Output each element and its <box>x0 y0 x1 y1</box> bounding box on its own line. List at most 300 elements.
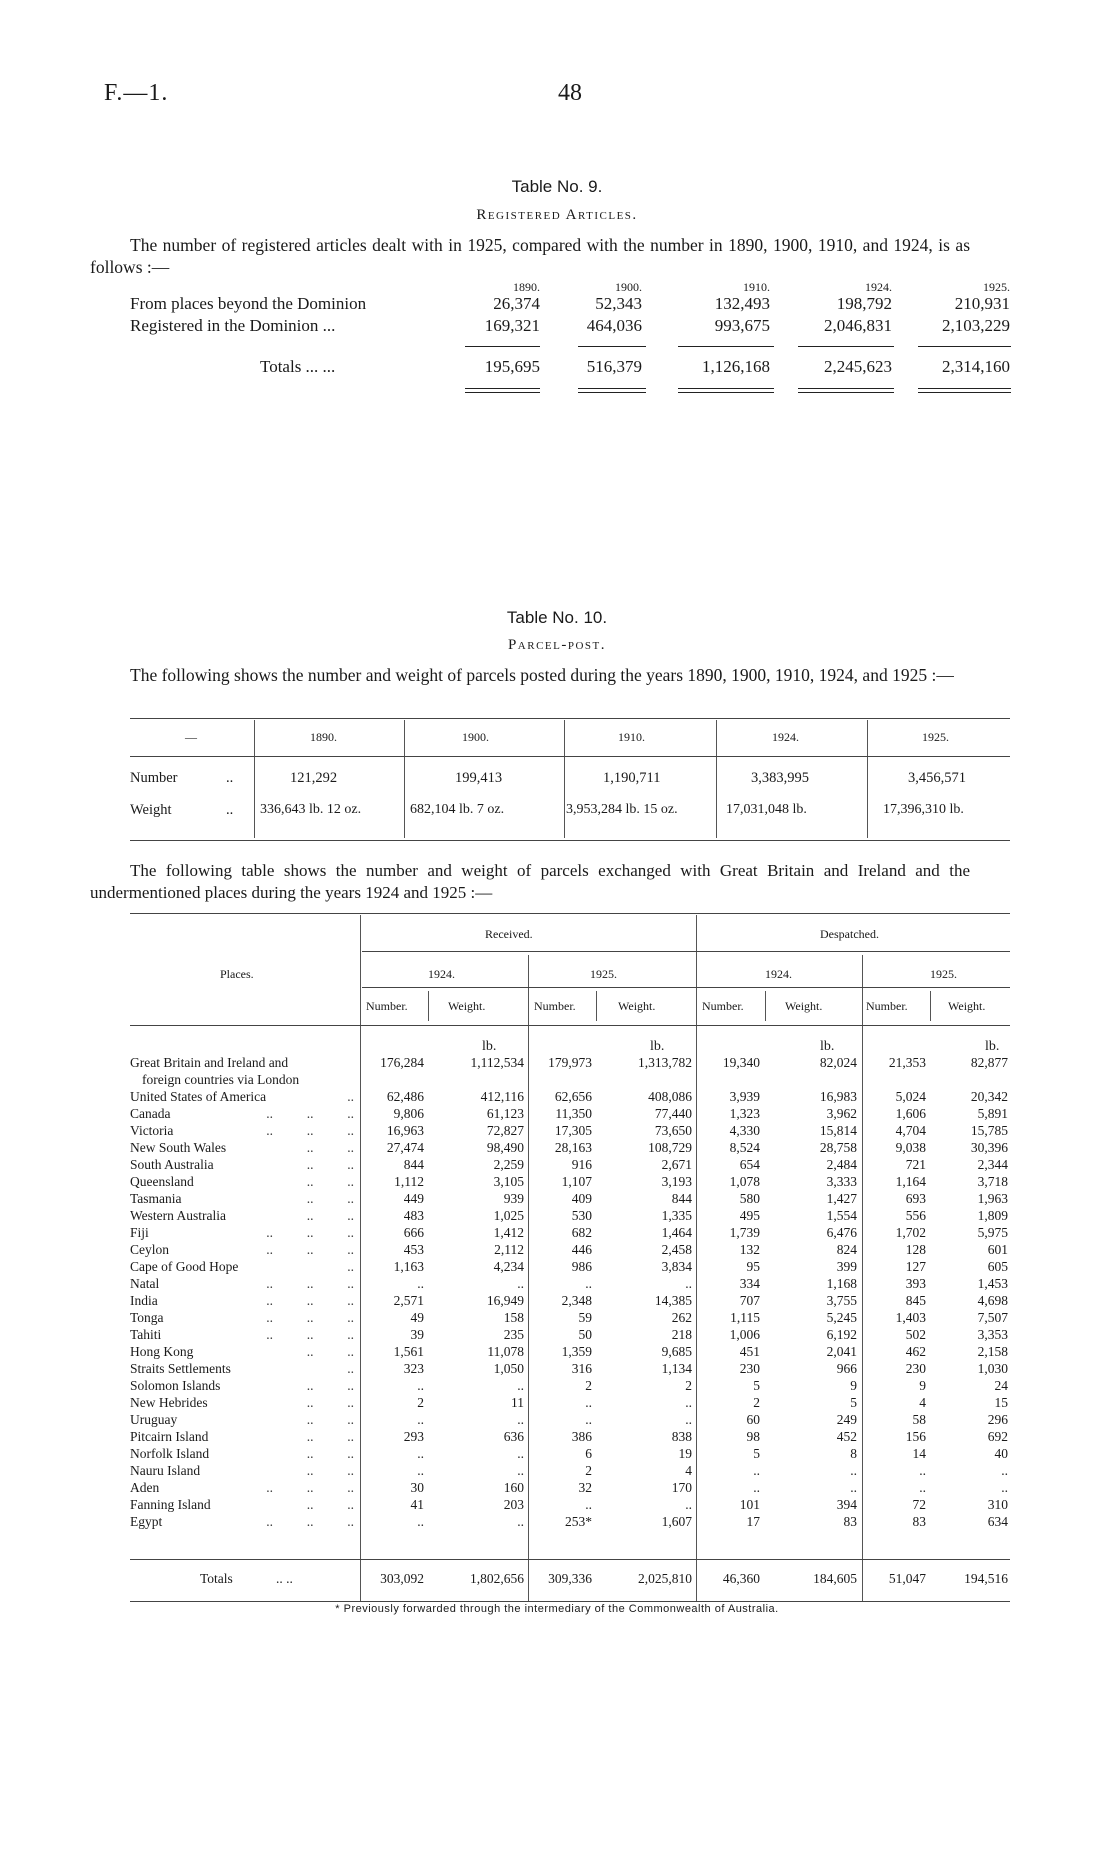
cell-value: 19,340 <box>722 1055 760 1070</box>
cell-value: 844 <box>671 1191 692 1206</box>
leader-dots: .. .. <box>306 1191 354 1206</box>
place-name: Western Australia <box>130 1208 227 1223</box>
cell-value: 939 <box>503 1191 524 1206</box>
cell-value: 39 <box>410 1327 424 1342</box>
cell-value: 160 <box>503 1480 524 1495</box>
cell-value: 451 <box>739 1344 760 1359</box>
cell-value: 556 <box>905 1208 926 1223</box>
cell-value: 32 <box>578 1480 592 1495</box>
cell-value: 128 <box>905 1242 926 1257</box>
cell-value: 15 <box>994 1395 1008 1410</box>
cell-value: 601 <box>987 1242 1008 1257</box>
cell-value: 334 <box>739 1276 760 1291</box>
cell-value: 1,359 <box>561 1344 592 1359</box>
table9-totals-row <box>130 357 1010 379</box>
cell-value: .. <box>417 1378 424 1393</box>
cell-value: 4,330 <box>729 1123 760 1138</box>
cell-value: 2,484 <box>826 1157 857 1172</box>
cell-value: 483 <box>403 1208 424 1223</box>
cell-value: 9 <box>919 1378 926 1393</box>
lb-unit: lb. <box>482 1039 497 1054</box>
leader-dots: .. <box>347 1089 354 1104</box>
leader-dots: .. .. <box>306 1412 354 1427</box>
leader-dots: .. .. .. <box>266 1293 354 1308</box>
cell-value: 60 <box>746 1412 760 1427</box>
leader-dots: .. .. .. <box>266 1480 354 1495</box>
cell-value: 41 <box>410 1497 424 1512</box>
rule <box>678 388 774 389</box>
cell-value: 966 <box>836 1361 857 1376</box>
cell-value: 3,105 <box>493 1174 524 1189</box>
weight-header: Weight. <box>618 999 656 1013</box>
place-name: Queensland <box>130 1174 194 1189</box>
lb-unit: lb. <box>985 1039 1000 1054</box>
table10-intro: The following shows the number and weight of parcels posted during the years 1890, 1900, 1910, 1924, and 1925 :— <box>130 665 954 685</box>
t9-value: 210,931 <box>954 294 1010 313</box>
column-divider <box>254 720 255 838</box>
cell-value: 3,962 <box>826 1106 857 1121</box>
table-row <box>130 1361 1010 1378</box>
cell-value: 1,335 <box>661 1208 692 1223</box>
cell-value: 323 <box>403 1361 424 1376</box>
t9-total: 2,245,623 <box>824 357 892 376</box>
t10-value: 17,396,310 lb. <box>883 802 964 817</box>
cell-value: 409 <box>571 1191 592 1206</box>
cell-value: 3,834 <box>661 1259 692 1274</box>
place-name: New Hebrides <box>130 1395 208 1410</box>
rule <box>130 840 1010 841</box>
cell-value: 1,134 <box>661 1361 692 1376</box>
cell-value: 4,234 <box>493 1259 524 1274</box>
leader-dots: .. .. .. <box>266 1123 354 1138</box>
cell-value: 6,192 <box>826 1327 857 1342</box>
cell-value: 50 <box>578 1327 592 1342</box>
cell-value: 16,983 <box>819 1089 857 1104</box>
cell-value: 502 <box>905 1327 926 1342</box>
leader-dots: .. .. <box>306 1378 354 1393</box>
cell-value: 5 <box>850 1395 857 1410</box>
t9-value: 2,103,229 <box>942 316 1010 335</box>
cell-value: 58 <box>912 1412 926 1427</box>
cell-value: 1,163 <box>393 1259 424 1274</box>
cell-value: 666 <box>403 1225 424 1240</box>
total-value: 303,092 <box>380 1571 424 1586</box>
cell-value: .. <box>685 1276 692 1291</box>
cell-value: 203 <box>503 1497 524 1512</box>
cell-value: 1,115 <box>730 1310 760 1325</box>
cell-value: 296 <box>987 1412 1008 1427</box>
cell-value: 170 <box>671 1480 692 1495</box>
t10-value: 199,413 <box>455 770 503 786</box>
total-value: 1,802,656 <box>470 1571 524 1586</box>
place-name: Canada <box>130 1106 171 1121</box>
cell-value: .. <box>919 1480 926 1495</box>
cell-value: 1,427 <box>826 1191 857 1206</box>
cell-value: .. <box>517 1378 524 1393</box>
column-divider <box>765 991 766 1021</box>
cell-value: .. <box>585 1276 592 1291</box>
cell-value: 838 <box>671 1429 692 1444</box>
cell-value: 2,112 <box>494 1242 524 1257</box>
t9-year: 1910. <box>743 280 770 294</box>
table-row <box>130 1208 1010 1225</box>
cell-value: 5,891 <box>977 1106 1008 1121</box>
cell-value: 218 <box>671 1327 692 1342</box>
cell-value: .. <box>417 1446 424 1461</box>
cell-value: 158 <box>503 1310 524 1325</box>
leader-dots: .. .. .. <box>266 1106 354 1121</box>
t10-value: 682,104 lb. 7 oz. <box>410 802 505 817</box>
cell-value: 2 <box>585 1463 592 1478</box>
cell-value: 452 <box>836 1429 857 1444</box>
t9-total: 2,314,160 <box>942 357 1010 376</box>
place-name: Fiji <box>130 1225 149 1240</box>
t9-label: From places beyond the Dominion <box>130 294 367 313</box>
cell-value: 4 <box>685 1463 692 1478</box>
place-name: Victoria <box>130 1123 174 1138</box>
t9-value: 132,493 <box>714 294 770 313</box>
place-name: United States of America <box>130 1089 267 1104</box>
cell-value: .. <box>850 1463 857 1478</box>
cell-value: 293 <box>403 1429 424 1444</box>
cell-value: 16,949 <box>486 1293 524 1308</box>
cell-value: 8 <box>850 1446 857 1461</box>
table-row <box>130 1157 1010 1174</box>
leader-dots: .. .. <box>306 1157 354 1172</box>
t9-year: 1900. <box>615 280 642 294</box>
cell-value: 1,006 <box>729 1327 760 1342</box>
cell-value: 77,440 <box>654 1106 692 1121</box>
cell-value: 62,486 <box>386 1089 424 1104</box>
cell-value: .. <box>685 1395 692 1410</box>
cell-value: 249 <box>836 1412 857 1427</box>
rule <box>798 346 894 347</box>
rule <box>578 392 646 393</box>
t10-row-label: Weight <box>130 802 172 818</box>
cell-value: 9 <box>850 1378 857 1393</box>
cell-value: 5 <box>753 1378 760 1393</box>
leader-dots: .. .. <box>306 1497 354 1512</box>
t10-value: 121,292 <box>290 770 338 786</box>
exchange-intro: The following table shows the number and weight of parcels exchanged with Great Britain and Ireland and the undermentioned places during the years 1924 and 1925 :— <box>90 861 970 902</box>
cell-value: .. <box>585 1412 592 1427</box>
cell-value: 845 <box>905 1293 926 1308</box>
table9-intro: The number of registered articles dealt with in 1925, compared with the number in 1890, 1900, 1910, and 1924, is as follows :— <box>90 235 970 277</box>
rule <box>918 388 1011 389</box>
weight-header: Weight. <box>448 999 486 1013</box>
cell-value: .. <box>517 1514 524 1529</box>
rule <box>130 1559 1010 1560</box>
cell-value: 2,671 <box>661 1157 692 1172</box>
place-name: Norfolk Island <box>130 1446 210 1461</box>
footnote: * Previously forwarded through the intermediary of the Commonwealth of Australia. <box>335 1603 779 1615</box>
place-name: Solomon Islands <box>130 1378 221 1393</box>
table-row <box>130 1259 1010 1276</box>
leader-dots: .. .. <box>306 1446 354 1461</box>
t10-value: 336,643 lb. 12 oz. <box>260 802 362 817</box>
cell-value: 15,785 <box>970 1123 1008 1138</box>
cell-value: 4,698 <box>977 1293 1008 1308</box>
cell-value: 580 <box>739 1191 760 1206</box>
t10-value: 1,190,711 <box>603 770 661 786</box>
total-value: 194,516 <box>964 1571 1008 1586</box>
cell-value: 449 <box>403 1191 424 1206</box>
rule <box>678 392 774 393</box>
cell-value: 30 <box>410 1480 424 1495</box>
cell-value: 693 <box>905 1191 926 1206</box>
cell-value: 408,086 <box>648 1089 692 1104</box>
rule <box>130 756 1010 757</box>
place-name: Pitcairn Island <box>130 1429 209 1444</box>
cell-value: 310 <box>987 1497 1008 1512</box>
t9-totals-label: Totals ... ... <box>260 357 336 376</box>
place-name: Straits Settlements <box>130 1361 231 1376</box>
cell-value: 49 <box>410 1310 424 1325</box>
cell-value: .. <box>850 1480 857 1495</box>
cell-value: 634 <box>987 1514 1008 1529</box>
t9-value: 464,036 <box>586 316 642 335</box>
cell-value: 59 <box>578 1310 592 1325</box>
cell-value: .. <box>753 1463 760 1478</box>
cell-value: 9,038 <box>895 1140 926 1155</box>
cell-value: 1,561 <box>393 1344 424 1359</box>
column-divider <box>930 991 931 1021</box>
cell-value: 446 <box>571 1242 592 1257</box>
leader-dots: .. .. <box>306 1208 354 1223</box>
cell-value: 412,116 <box>480 1089 524 1104</box>
total-value: 309,336 <box>548 1571 592 1586</box>
cell-value: 132 <box>739 1242 760 1257</box>
cell-value: 1,403 <box>895 1310 926 1325</box>
t9-value: 993,675 <box>714 316 770 335</box>
table9-subtitle: Registered Articles. <box>476 207 638 223</box>
year-header: 1925. <box>930 967 957 981</box>
rule <box>130 1601 1010 1602</box>
rule <box>798 388 894 389</box>
cell-value: 14,385 <box>654 1293 692 1308</box>
cell-value: 1,078 <box>729 1174 760 1189</box>
cell-value: 11,078 <box>487 1344 524 1359</box>
leader-dots: .. .. <box>306 1463 354 1478</box>
cell-value: 176,284 <box>380 1055 424 1070</box>
cell-value: 17 <box>746 1514 760 1529</box>
t10-corner: — <box>185 730 197 744</box>
cell-value: 83 <box>912 1514 926 1529</box>
leader-dots: .. .. <box>306 1395 354 1410</box>
cell-value: 253* <box>565 1514 592 1529</box>
t9-value: 2,046,831 <box>824 316 892 335</box>
rule <box>130 1025 1010 1026</box>
place-name: Tonga <box>130 1310 164 1325</box>
cell-value: 1,963 <box>977 1191 1008 1206</box>
table-row <box>130 1293 1010 1310</box>
t10-year: 1890. <box>310 730 337 744</box>
cell-value: 844 <box>403 1157 424 1172</box>
cell-value: 394 <box>836 1497 857 1512</box>
cell-value: 3,718 <box>977 1174 1008 1189</box>
t9-year: 1925. <box>983 280 1010 294</box>
cell-value: 108,729 <box>648 1140 692 1155</box>
totals-dots: .. .. <box>276 1571 293 1586</box>
rule <box>678 346 774 347</box>
cell-value: 916 <box>571 1157 592 1172</box>
cell-value: 462 <box>905 1344 926 1359</box>
year-header: 1924. <box>428 967 455 981</box>
column-divider <box>564 720 565 838</box>
total-value: 51,047 <box>888 1571 926 1586</box>
t10-value: 3,953,284 lb. 15 oz. <box>566 802 678 817</box>
cell-value: 692 <box>987 1429 1008 1444</box>
leader-dots: .. .. <box>306 1344 354 1359</box>
table-row <box>130 1242 1010 1259</box>
rule <box>918 392 1011 393</box>
cell-value: 3,755 <box>826 1293 857 1308</box>
page-number: 48 <box>558 80 582 106</box>
cell-value: 4,704 <box>895 1123 926 1138</box>
cell-value: 5,975 <box>977 1225 1008 1240</box>
place-name: South Australia <box>130 1157 214 1172</box>
place-name: Uruguay <box>130 1412 178 1427</box>
cell-value: 8,524 <box>729 1140 760 1155</box>
leader-dots: .. .. <box>306 1429 354 1444</box>
cell-value: 28,758 <box>819 1140 857 1155</box>
t9-value: 169,321 <box>484 316 540 335</box>
cell-value: .. <box>685 1497 692 1512</box>
table-row <box>130 1106 1010 1123</box>
cell-value: .. <box>919 1463 926 1478</box>
cell-value: 605 <box>987 1259 1008 1274</box>
column-divider <box>867 720 868 838</box>
cell-value: 654 <box>739 1157 760 1172</box>
cell-value: 386 <box>571 1429 592 1444</box>
cell-value: 1,323 <box>729 1106 760 1121</box>
places-header: Places. <box>220 967 254 981</box>
rule <box>465 392 540 393</box>
t10-value: 3,383,995 <box>751 770 809 786</box>
cell-value: 127 <box>905 1259 926 1274</box>
place-name: Hong Kong <box>130 1344 194 1359</box>
cell-value: 1,464 <box>661 1225 692 1240</box>
number-header: Number. <box>534 999 576 1013</box>
table-row <box>130 1463 1010 1480</box>
number-header: Number. <box>866 999 908 1013</box>
t9-total: 195,695 <box>484 357 540 376</box>
t10-year: 1924. <box>772 730 799 744</box>
cell-value: 1,164 <box>895 1174 926 1189</box>
cell-value: 1,739 <box>729 1225 760 1240</box>
total-value: 46,360 <box>722 1571 760 1586</box>
cell-value: 262 <box>671 1310 692 1325</box>
t10-row-dots: .. <box>226 770 234 786</box>
rule <box>362 951 1010 952</box>
leader-dots: .. .. .. <box>266 1225 354 1240</box>
t10-year: 1925. <box>922 730 949 744</box>
cell-value: 14 <box>912 1446 926 1461</box>
cell-value: 986 <box>571 1259 592 1274</box>
place-name: India <box>130 1293 158 1308</box>
column-divider <box>596 991 597 1021</box>
cell-value: 2 <box>417 1395 424 1410</box>
cell-value: 721 <box>905 1157 926 1172</box>
cell-value: 399 <box>836 1259 857 1274</box>
cell-value: 82,024 <box>819 1055 857 1070</box>
totals-label: Totals <box>200 1571 233 1586</box>
rule <box>578 388 646 389</box>
place-name: Nauru Island <box>130 1463 201 1478</box>
rule <box>798 392 894 393</box>
cell-value: .. <box>417 1514 424 1529</box>
lb-unit: lb. <box>650 1039 665 1054</box>
table-row <box>130 1327 1010 1344</box>
cell-value: .. <box>417 1463 424 1478</box>
cell-value: 2,158 <box>977 1344 1008 1359</box>
cell-value: .. <box>517 1446 524 1461</box>
rule <box>130 718 1010 719</box>
cell-value: 1,107 <box>561 1174 592 1189</box>
cell-value: .. <box>753 1480 760 1495</box>
cell-value: 230 <box>905 1361 926 1376</box>
rule <box>130 913 1010 914</box>
rule <box>578 346 646 347</box>
t9-year: 1924. <box>865 280 892 294</box>
t10-row-dots: .. <box>226 802 234 818</box>
place-name: Tasmania <box>130 1191 182 1206</box>
t10-year: 1910. <box>618 730 645 744</box>
leader-dots: .. <box>347 1361 354 1376</box>
table-row <box>130 1378 1010 1395</box>
cell-value: 3,193 <box>661 1174 692 1189</box>
cell-value: 24 <box>994 1378 1008 1393</box>
year-header: 1925. <box>590 967 617 981</box>
table-row <box>130 1497 1010 1514</box>
leader-dots: .. .. .. <box>266 1242 354 1257</box>
cell-value: 5 <box>753 1446 760 1461</box>
t9-total: 516,379 <box>586 357 642 376</box>
number-header: Number. <box>702 999 744 1013</box>
cell-value: .. <box>517 1412 524 1427</box>
leader-dots: .. .. .. <box>266 1310 354 1325</box>
cell-value: .. <box>1001 1480 1008 1495</box>
leader-dots: .. .. <box>306 1140 354 1155</box>
t9-year: 1890. <box>513 280 540 294</box>
cell-value: .. <box>417 1276 424 1291</box>
leader-dots: .. .. .. <box>266 1327 354 1342</box>
cell-value: 28,163 <box>554 1140 592 1155</box>
t9-value: 26,374 <box>493 294 540 313</box>
cell-value: 5,024 <box>895 1089 926 1104</box>
cell-value: 98 <box>746 1429 760 1444</box>
cell-value: 62,656 <box>554 1089 592 1104</box>
cell-value: 6,476 <box>826 1225 857 1240</box>
cell-value: 7,507 <box>977 1310 1008 1325</box>
rule <box>362 987 1010 988</box>
cell-value: 19 <box>678 1446 692 1461</box>
cell-value: .. <box>517 1463 524 1478</box>
cell-value: 1,809 <box>977 1208 1008 1223</box>
cell-value: 1,453 <box>977 1276 1008 1291</box>
table-row <box>130 1514 1010 1531</box>
t9-value: 52,343 <box>595 294 642 313</box>
cell-value: 27,474 <box>386 1140 424 1155</box>
leader-dots: .. <box>347 1259 354 1274</box>
cell-value: 1,112 <box>394 1174 424 1189</box>
cell-value: 15,814 <box>819 1123 857 1138</box>
cell-value: 72 <box>912 1497 926 1512</box>
cell-value: 453 <box>403 1242 424 1257</box>
despatched-header: Despatched. <box>820 927 879 941</box>
rule <box>918 346 1011 347</box>
cell-value: 1,554 <box>826 1208 857 1223</box>
